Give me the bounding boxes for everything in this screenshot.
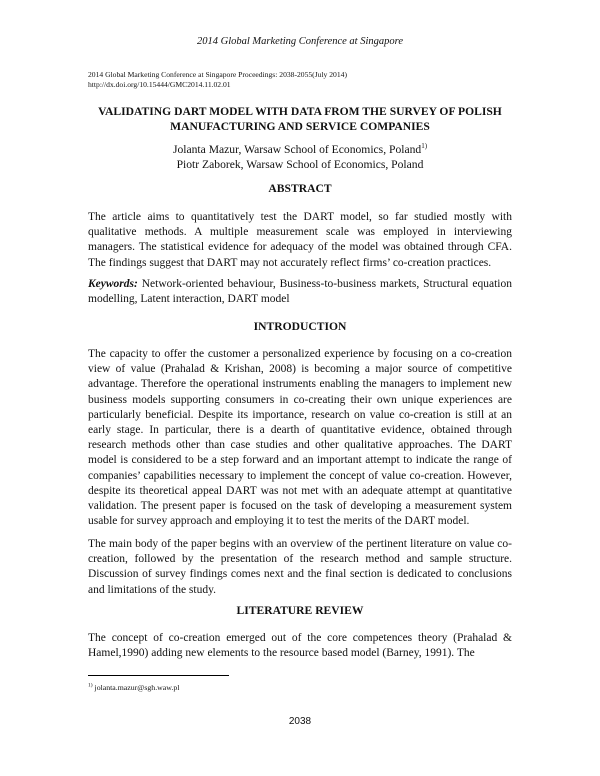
keywords-text: Network-oriented behaviour, Business-to-business markets, Structural equation modelling, Latent interaction, DART model	[88, 278, 512, 306]
author-2: Piotr Zaborek, Warsaw School of Economics, Poland	[176, 158, 424, 171]
running-head: 2014 Global Marketing Conference at Singapore	[197, 36, 403, 47]
introduction-heading: INTRODUCTION	[253, 320, 347, 333]
introduction-paragraph-2: The main body of the paper begins with an overview of the pertinent literature on value co-creation, followed by the presentation of the research method and sample structure. Discussion of survey findings comes next and the final section is dedicated to conclusions and limitations of the study.	[88, 538, 512, 596]
abstract-text: The article aims to quantitatively test the DART model, so far studied mostly with qualitative methods. A multiple measurement scale was employed in interviewing managers. The statistical evidence for adequacy of the model was obtained through CFA. The findings suggest that DART may not accurately reflect firms’ co-creation practices.	[88, 211, 512, 269]
author-1-text: Jolanta Mazur, Warsaw School of Economics, Poland	[172, 143, 422, 156]
title-line-2: MANUFACTURING AND SERVICE COMPANIES	[170, 120, 430, 133]
footnote	[88, 683, 179, 692]
title-line-1: VALIDATING DART MODEL WITH DATA FROM THE SURVEY OF POLISH	[98, 105, 502, 118]
abstract-heading: ABSTRACT	[268, 182, 332, 195]
keywords-paragraph	[88, 277, 512, 307]
author-1-footnote-mark: 1)	[421, 142, 428, 151]
proceedings-line: 2014 Global Marketing Conference at Singapore Proceedings: 2038-2055(July 2014)	[88, 70, 347, 79]
proceedings-info	[88, 70, 347, 90]
author-block	[0, 142, 600, 172]
paper-title	[70, 104, 530, 134]
footnote-mark: 1)	[88, 682, 93, 689]
doi-link[interactable]: http://dx.doi.org/10.15444/GMC2014.11.02.01	[88, 80, 231, 89]
page-number: 2038	[288, 716, 312, 727]
literature-review-paragraph: The concept of co-creation emerged out of the core competences theory (Prahalad & Hamel,1990) adding new elements to the resource based model (Barney, 1991). The	[88, 632, 512, 660]
literature-review-heading: LITERATURE REVIEW	[236, 604, 364, 617]
footnote-separator	[88, 675, 229, 676]
introduction-paragraph-1: The capacity to offer the customer a personalized experience by focusing on a co-creation view of value (Prahalad & Krishan, 2008) is becoming a major source of competitive advantage. Therefore the operational instruments enabling the managers to implement new business models supporting consumers in co-creating their own unique experiences are particularly beneficial. Despite its importance, research on value co-creation is still at an early stage. In particular, there is a dearth of quantitative evidence, obtained through research methods other than case studies and other qualitative approaches. The DART model is considered to be a step forward and an important attempt to indicate the range of companies’ capabilities necessary to implement the concept of value co-creation. However, despite its theoretical appeal DART was not met with an adequate attempt at quantitative validation. The present paper is focused on the task of developing a measurement system usable for survey approach and employing it to test the merits of the DART model.	[88, 348, 512, 528]
keywords-label: Keywords:	[88, 278, 138, 290]
footnote-email[interactable]: jolanta.mazur@sgh.waw.pl	[92, 683, 180, 692]
author-1	[0, 142, 600, 157]
